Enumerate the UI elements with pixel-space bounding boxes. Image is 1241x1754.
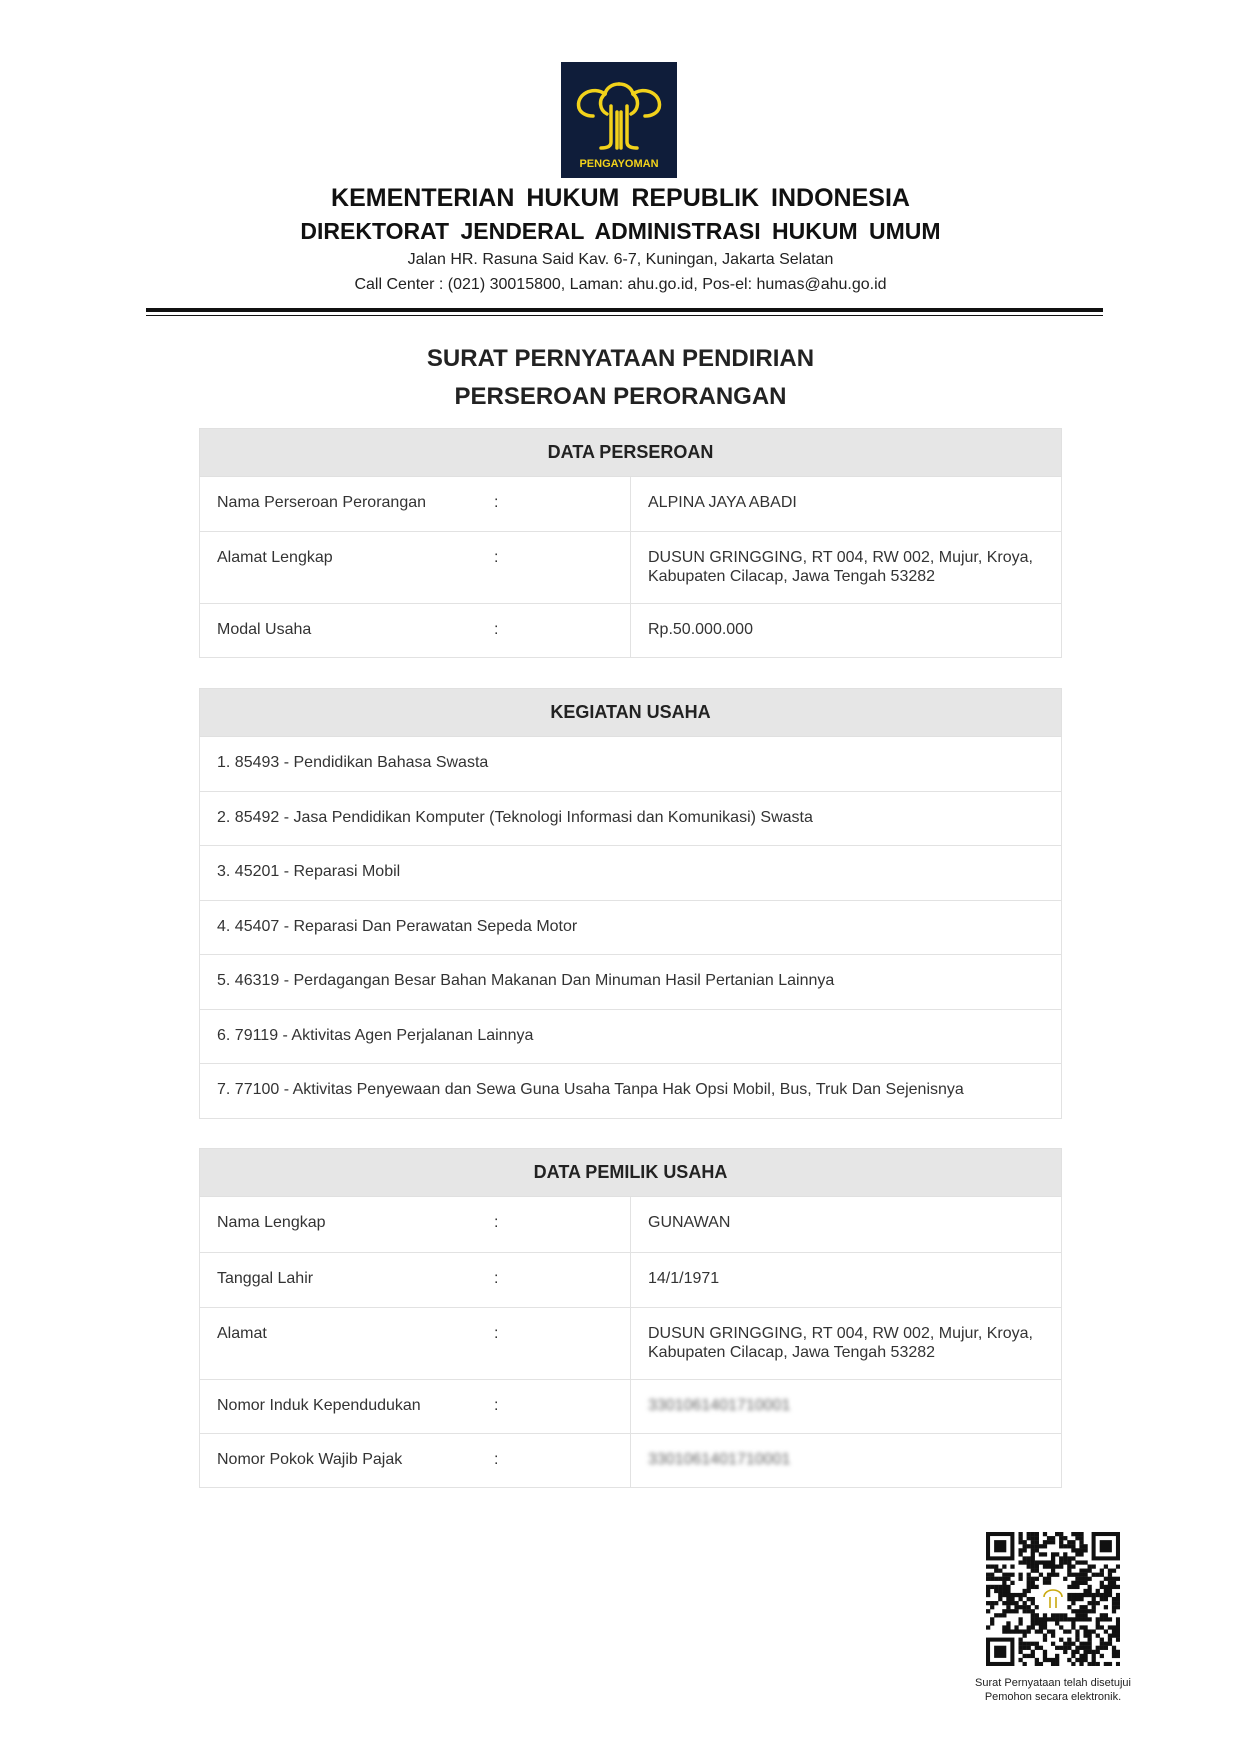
field-value: GUNAWAN (631, 1197, 1062, 1253)
list-item (200, 901, 1062, 955)
activity-item: 3. 45201 - Reparasi Mobil (200, 846, 1062, 901)
field-label: Nomor Induk Kependudukan (217, 1397, 421, 1414)
table-row (200, 477, 1062, 532)
activity-item: 6. 79119 - Aktivitas Agen Perjalanan Lainnya (200, 1010, 1062, 1064)
separator-colon: : (494, 1397, 499, 1414)
qr-caption (940, 1676, 1166, 1704)
field-value: Rp.50.000.000 (631, 604, 1062, 658)
kegiatan-usaha-heading: KEGIATAN USAHA (200, 689, 1062, 737)
document-title-line1: SURAT PERNYATAAN PENDIRIAN (426, 345, 815, 372)
logo-text: PENGAYOMAN (579, 158, 659, 170)
separator-colon: : (494, 1325, 499, 1342)
header-divider-thick (146, 308, 1103, 312)
field-label: Alamat Lengkap (217, 549, 333, 566)
data-pemilik-heading: DATA PEMILIK USAHA (200, 1149, 1062, 1197)
verification-qr-code (986, 1532, 1120, 1666)
field-value: DUSUN GRINGGING, RT 004, RW 002, Mujur, Kroya, Kabupaten Cilacap, Jawa Tengah 53282 (631, 1308, 1062, 1380)
ministry-name: KEMENTERIAN HUKUM REPUBLIK INDONESIA (331, 184, 910, 212)
field-label: Modal Usaha (217, 621, 312, 638)
data-pemilik-table (199, 1148, 1062, 1488)
pengayoman-logo (561, 62, 677, 178)
activity-item: 7. 77100 - Aktivitas Penyewaan dan Sewa Guna Usaha Tanpa Hak Opsi Mobil, Bus, Truk Dan Sejenisnya (200, 1064, 1062, 1119)
list-item (200, 1064, 1062, 1119)
separator-colon: : (494, 1214, 499, 1231)
npwp-value-redacted: 3301061401710001 (648, 1451, 791, 1468)
separator-colon: : (494, 1451, 499, 1468)
field-label: Tanggal Lahir (217, 1270, 314, 1287)
separator-colon: : (494, 494, 499, 511)
table-row (200, 1308, 1062, 1380)
field-label: Nama Lengkap (217, 1214, 326, 1231)
list-item (200, 955, 1062, 1010)
header-divider-thin (146, 315, 1103, 316)
separator-colon: : (494, 621, 499, 638)
list-item (200, 846, 1062, 901)
activity-item: 4. 45407 - Reparasi Dan Perawatan Sepeda Motor (200, 901, 1062, 955)
qr-caption-line2: Pemohon secara elektronik. (984, 1691, 1122, 1703)
nik-value-redacted: 3301061401710001 (648, 1397, 791, 1414)
data-perseroan-table (199, 428, 1062, 658)
qr-caption-line1: Surat Pernyataan telah disetujui (975, 1677, 1131, 1689)
office-contact: Call Center : (021) 30015800, Laman: ahu.go.id, Pos-el: humas@ahu.go.id (354, 276, 887, 293)
directorate-name: DIREKTORAT JENDERAL ADMINISTRASI HUKUM UMUM (300, 218, 941, 244)
kegiatan-usaha-table (199, 688, 1062, 1119)
table-row (200, 1253, 1062, 1308)
table-row (200, 1434, 1062, 1488)
field-label: Nomor Pokok Wajib Pajak (217, 1451, 403, 1468)
list-item (200, 792, 1062, 846)
table-row (200, 1380, 1062, 1434)
activity-item: 2. 85492 - Jasa Pendidikan Komputer (Teknologi Informasi dan Komunikasi) Swasta (200, 792, 1062, 846)
table-row (200, 1197, 1062, 1253)
office-address: Jalan HR. Rasuna Said Kav. 6-7, Kuningan, Jakarta Selatan (407, 251, 834, 268)
activity-item: 1. 85493 - Pendidikan Bahasa Swasta (200, 737, 1062, 792)
separator-colon: : (494, 549, 499, 566)
document-title-line2: PERSEROAN PERORANGAN (454, 383, 787, 410)
field-label: Alamat (217, 1325, 267, 1342)
field-label: Nama Perseroan Perorangan (217, 494, 427, 511)
separator-colon: : (494, 1270, 499, 1287)
data-perseroan-heading: DATA PERSEROAN (200, 429, 1062, 477)
list-item (200, 737, 1062, 792)
list-item (200, 1010, 1062, 1064)
activity-item: 5. 46319 - Perdagangan Besar Bahan Makanan Dan Minuman Hasil Pertanian Lainnya (200, 955, 1062, 1010)
table-row (200, 604, 1062, 658)
table-row (200, 532, 1062, 604)
field-value: ALPINA JAYA ABADI (631, 477, 1062, 532)
field-value: 14/1/1971 (631, 1253, 1062, 1308)
field-value: DUSUN GRINGGING, RT 004, RW 002, Mujur, Kroya, Kabupaten Cilacap, Jawa Tengah 53282 (631, 532, 1062, 604)
